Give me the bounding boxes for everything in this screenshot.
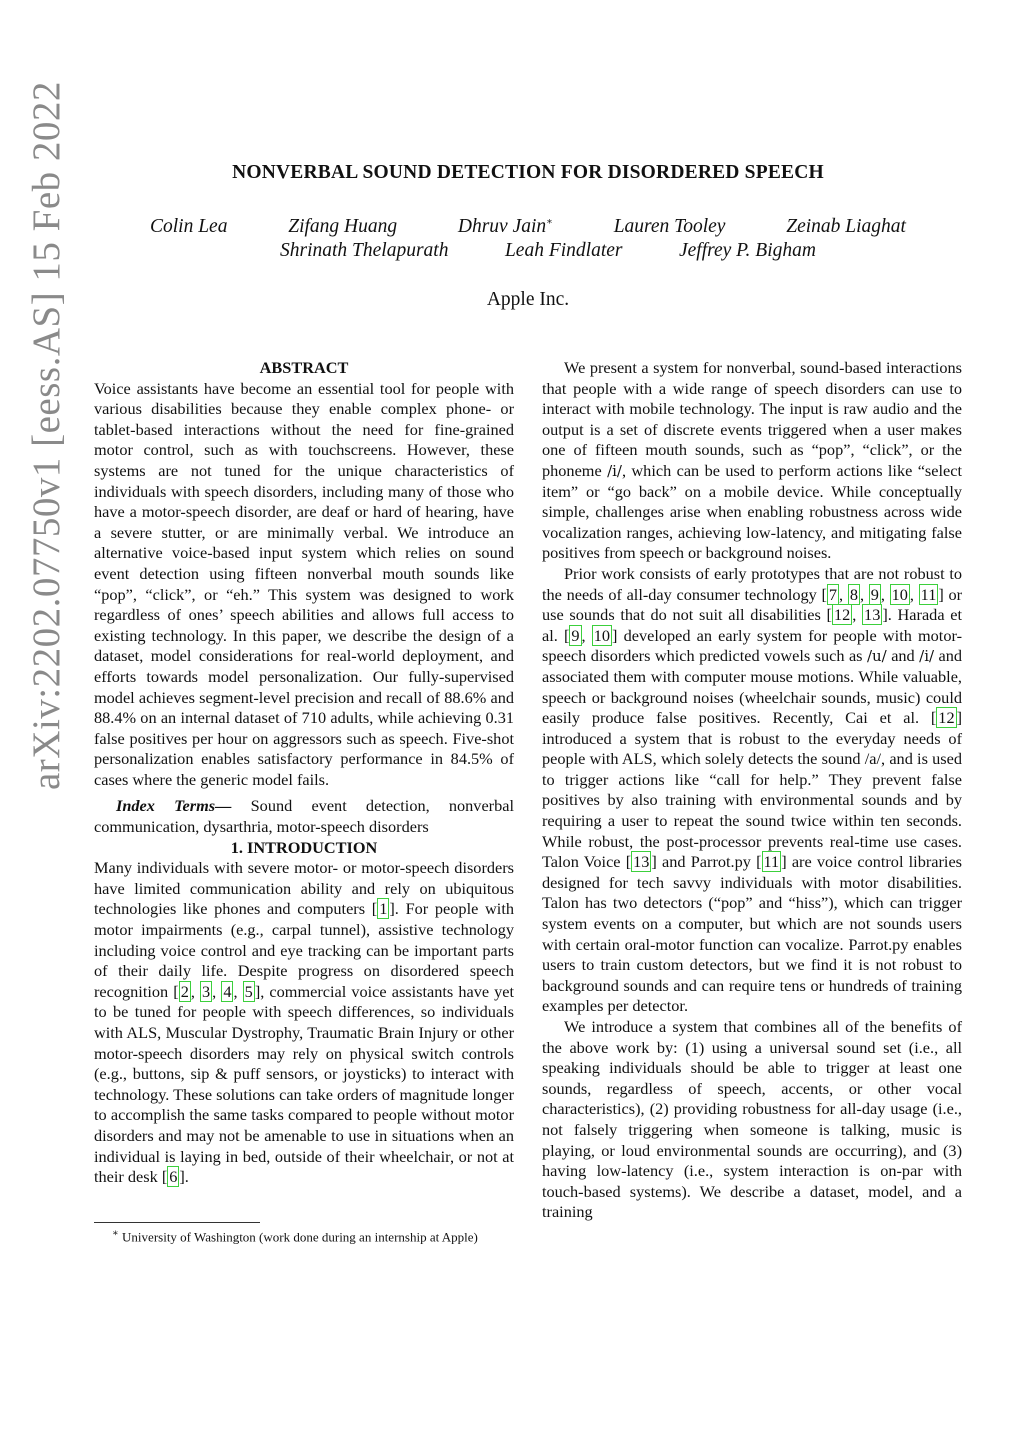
- footnote: [112, 1228, 478, 1245]
- affiliation: Apple Inc.: [486, 289, 570, 310]
- citation-link[interactable]: 13: [633, 852, 650, 872]
- citation-link[interactable]: 12: [833, 605, 851, 625]
- citation-link[interactable]: 10: [891, 584, 908, 604]
- intro-paragraph-2: We present a system for nonverbal, sound-based interactions that people with a wide range of speech disorders can use to interact with mobile technology. The input is raw audio and the output is a set of discrete events triggered when a user makes one of fifteen mouth sounds, such as “pop”, “click”, or the phoneme /i/, which can be used to perform actions like “select item” or “go back” on a mobile device. While conceptually simple, challenges arise when enabling robustness across wide vocalization ranges, achieving low-latency, and mitigating false positives from speech or background noises.: [542, 358, 962, 563]
- citation-link[interactable]: 2: [180, 981, 189, 1001]
- left-column: [94, 358, 514, 1188]
- footnote-divider: [94, 1222, 260, 1223]
- intro-paragraph-3: Prior work consists of early prototypes that are not robust to the needs of all-day consumer technology [ 7 , 8 , 9 , 10 , 11 ] or use sounds that do not suit all disabilities [ 12 , 13 ]. Harada et al. [ 9 , 10 ] developed an early system for people with motor-speech disorders which predicted vowels such as /u/ and /i/ and associated them with computer mouse motions. While valuable, speech or background noises (wheelchair sounds, music) could easily produce false positives. Recently, Cai et al. [ 12 ] introduced a system that is robust to the everyday needs of people with ALS, which solely detects the sound /a/, and is used to trigger actions like “call for help.” They prevent false positives by also training with environmental sounds and by requiring a user to repeat the sound twice within ten seconds. While robust, the post-processor prevents real-time use cases. Talon Voice [ 13 ] and Parrot.py [ 11 ] are voice control libraries designed for tech savvy individuals with motor disabilities. Talon has two detectors (“pop” and “hiss”), which can trigger system events on a computer, but which are not sounds users with certain oral-motor function can vocalize. Parrot.py enables users to train custom detectors, but we find it is not robust to background sounds and can require tens or hundreds of training examples per detector.: [542, 563, 963, 1016]
- footnote-marker: ∗: [112, 1228, 119, 1239]
- author-name: Jeffrey P. Bigham: [678, 240, 816, 261]
- author-name: Zeinab Liaghat: [786, 216, 906, 237]
- phoneme: /u/: [866, 647, 887, 666]
- intro-paragraph-1: Many individuals with severe motor- or motor-speech disorders have limited communication ability and rely on ubiquitous technologies like phones and computers [ 1 ]. For people with motor impairments (e.g., carpal tunnel), assistive technology including voice control and eye tracking can be important parts of their daily life. Despite progress on disordered speech recognition [ 2 , 3 , 4 , 5 ], commercial voice assistants have yet to be tuned for people with speech differences, so individuals with ALS, Muscular Dystrophy, Traumatic Brain Injury or other motor-speech disorders may rely on physical switch controls (e.g., buttons, sip & puff sensors, or joysticks) to interact with technology. These solutions can take orders of magnitude longer to accomplish the same tasks compared to people without motor disorders and may not be amenable to use in situations when an individual is laying in bed, outside of their wheelchair, or not at their desk [ 6 ].: [94, 858, 515, 1187]
- citation-link[interactable]: 10: [593, 625, 611, 645]
- author-name: Dhruv Jain∗: [457, 216, 553, 237]
- intro-heading: 1. INTRODUCTION: [230, 837, 378, 857]
- citation-link[interactable]: 4: [223, 981, 232, 1001]
- footnote-text: University of Washington (work done during an internship at Apple): [122, 1229, 478, 1245]
- authors-row-2: [280, 240, 816, 262]
- citation-link[interactable]: 1: [379, 899, 388, 919]
- paper-title: NONVERBAL SOUND DETECTION FOR DISORDERED SPEECH: [232, 162, 824, 183]
- citation-link[interactable]: 3: [202, 981, 211, 1001]
- author-name: Lauren Tooley: [613, 216, 726, 237]
- phoneme: /i/: [607, 461, 622, 480]
- citation-link[interactable]: 12: [938, 708, 955, 728]
- arxiv-identifier[interactable]: arXiv:2202.07750v1 [eess.AS] 15 Feb 2022: [25, 81, 68, 790]
- abstract-text: Voice assistants have become an essential tool for people with various disabilities because they enable complex phone- or tablet-based interactions without the need for fine-grained motor control, such as with touchscreens. However, these systems are not tuned for the unique characteristics of individuals with speech disorders, including many of those who have a motor-speech disorder, are deaf or hard of hearing, have a severe stutter, or are minimally verbal. We introduce an alternative voice-based input system which relies on sound event detection using fifteen nonverbal mouth sounds like “pop”, “click”, or “eh.” This system was designed to work regardless of ones’ speech abilities and allows full access to existing technology. In this paper, we describe the design of a dataset, model considerations for real-world deployment, and efforts towards model personalization. Our fully-supervised model achieves segment-level precision and recall of 88.6% and 88.4% on an internal dataset of 710 adults, while achieving 0.31 false positives per hour on aggressors such as speech. Five-shot personalization enables satisfactory performance in 84.5% of cases where the generic model fails.: [94, 378, 514, 789]
- citation-link[interactable]: 9: [870, 584, 879, 604]
- authors-row-1: [150, 216, 906, 238]
- citation-link[interactable]: 8: [849, 584, 858, 604]
- citation-link[interactable]: 9: [571, 625, 580, 645]
- citation-link[interactable]: 7: [828, 584, 838, 604]
- footnote-marker: ∗: [546, 216, 553, 228]
- citation-link[interactable]: 5: [244, 981, 253, 1001]
- index-terms: [94, 796, 514, 837]
- author-name: Zifang Huang: [288, 216, 398, 237]
- author-name: Leah Findlater: [504, 240, 623, 261]
- index-terms-text: Sound event detection, nonverbal communication, dysarthria, motor-speech disorders: [94, 796, 514, 837]
- citation-link[interactable]: 13: [864, 605, 881, 625]
- author-name: Colin Lea: [150, 216, 228, 237]
- intro-paragraph-4: We introduce a system that combines all of the benefits of the above work by: (1) using a universal sound set (i.e., all speaking individuals should be able to trigger at least one sounds, regardless of speech, accents, or other vocal characteristics), (2) providing robustness for all-day usage (i.e., not falsely triggering when someone is talking, music is playing, or loud environmental sounds are occurring), and (3) having low-latency (i.e., system interaction is on-par with touch-based systems). We describe a dataset, model, and a training: [542, 1017, 962, 1222]
- citation-link[interactable]: 11: [920, 584, 937, 604]
- right-column: [542, 358, 962, 1223]
- citation-link[interactable]: 11: [763, 852, 780, 872]
- abstract-heading: ABSTRACT: [259, 358, 349, 377]
- index-terms-label: Index Terms—: [116, 796, 232, 816]
- author-name: Shrinath Thelapurath: [280, 240, 449, 261]
- phoneme: /i/: [919, 647, 935, 666]
- citation-link[interactable]: 6: [169, 1167, 178, 1187]
